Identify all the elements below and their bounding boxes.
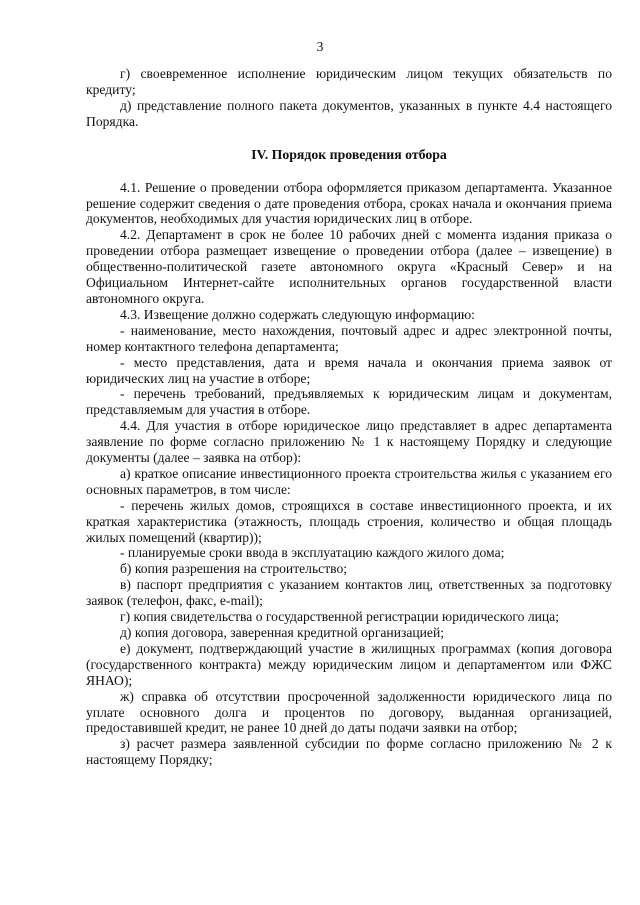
- paragraph-4-3-item-1: - наименование, место нахождения, почтовый адрес и адрес электронной почты, номер контактного телефона департамента;: [86, 322, 612, 354]
- paragraph-4-4-d: д) копия договора, заверенная кредитной организацией;: [120, 625, 445, 640]
- paragraph-4-4-z: з) расчет размера заявленной субсидии по форме согласно приложению № 2 к настоящему Порядку;: [86, 736, 612, 768]
- paragraph-4-4-b: б) копия разрешения на строительство;: [120, 561, 348, 577]
- paragraph-item-g: г) своевременное исполнение юридическим лицом текущих обязательств по кредиту;: [86, 66, 612, 97]
- paragraph-4-4: 4.4. Для участия в отборе юридическое лицо представляет в адрес департамента заявление по форме согласно приложению № 1 к настоящему Порядку и следующие документы (далее – заявка на отбор):: [86, 418, 612, 466]
- paragraph-4-3-item-3: - перечень требований, предъявляемых к юридическим лицам и документам, представляемым для участия в отборе.: [86, 386, 612, 418]
- paragraph-4-1: 4.1. Решение о проведении отбора оформляется приказом департамента. Указанное решение содержит сведения о дате проведения отбора, сроках начала и окончания приема документов, необходимых для участия юридических лиц в отборе.: [86, 179, 612, 227]
- paragraph-4-2: 4.2. Департамент в срок не более 10 рабочих дней с момента издания приказа о проведении отбора размещает извещение о проведении отбора (далее – извещение) в общественно-политической газете автономного округа «Красный Север» и на Официальном Интернет-сайте исполнительных органов государственной власти автономного округа.: [86, 227, 612, 306]
- paragraph-4-4-a: а) краткое описание инвестиционного проекта строительства жилья с указанием его основных параметров, в том числе:: [86, 465, 612, 497]
- paragraph-4-3: 4.3. Извещение должно содержать следующую информацию:: [120, 306, 475, 322]
- paragraph-4-4-v: в) паспорт предприятия с указанием контактов лиц, ответственных за подготовку заявок (телефон, факс, e-mail);: [86, 577, 612, 609]
- paragraph-4-3-item-2: - место представления, дата и время начала и окончания приема заявок от юридических лиц на участие в отборе;: [86, 354, 612, 386]
- paragraph-4-4-a-item-2: - планируемые сроки ввода в эксплуатацию каждого жилого дома;: [120, 545, 505, 561]
- paragraph-4-4-a-item-1: - перечень жилых домов, строящихся в составе инвестиционного проекта, и их краткая характеристика (этажность, площадь строения, количество и общая площадь жилых помещений (квартир));: [86, 497, 612, 545]
- page-number: 3: [316, 39, 324, 54]
- paragraph-4-4-zh: ж) справка об отсутствии просроченной задолженности юридического лица по уплате основного долга и процентов по договору, выданная организацией, предоставившей кредит, не ранее 10 дней до даты подачи заявки на отбор;: [86, 688, 612, 736]
- section-heading: IV. Порядок проведения отбора: [251, 146, 447, 162]
- document-body: [86, 66, 612, 768]
- paragraph-4-4-g: г) копия свидетельства о государственной регистрации юридического лица;: [120, 609, 559, 625]
- paragraph-item-d: д) представление полного пакета документов, указанных в пункте 4.4 настоящего Порядка.: [86, 97, 612, 129]
- paragraph-4-4-e: е) документ, подтверждающий участие в жилищных программах (копия договора (государственного контракта) между юридическим лицом и департаментом или ФЖС ЯНАО);: [86, 640, 612, 688]
